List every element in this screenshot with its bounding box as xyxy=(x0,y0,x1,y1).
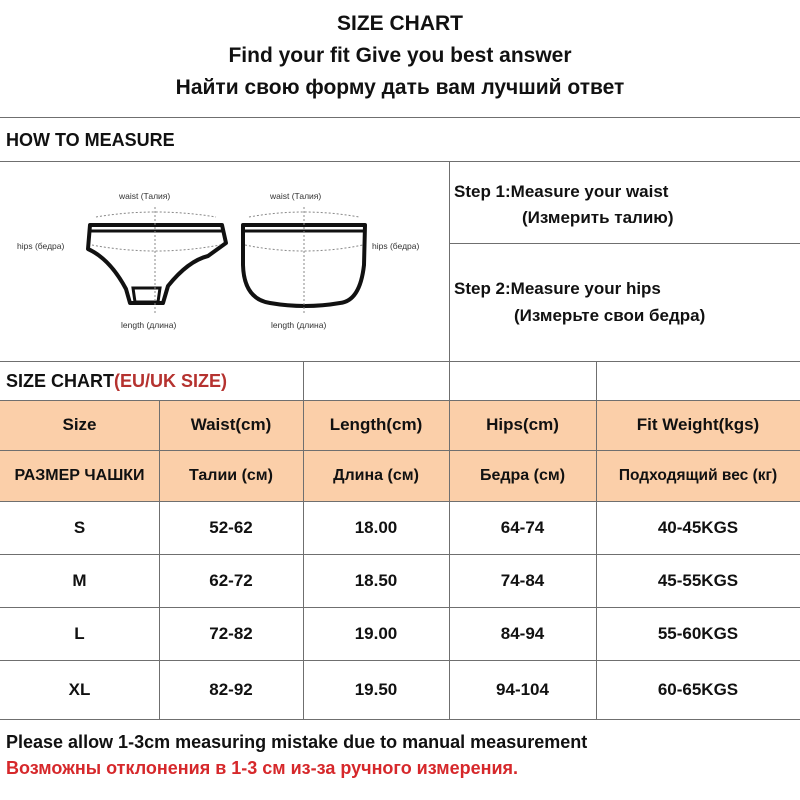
size-cell: S xyxy=(73,517,86,537)
table-row xyxy=(0,660,800,719)
back-brief-illustration xyxy=(243,207,365,313)
divider xyxy=(0,719,800,720)
subtitle-en: Find your fit Give you best answer xyxy=(228,44,572,67)
table-header-en xyxy=(0,400,800,450)
table-row xyxy=(0,554,800,607)
table-gridline xyxy=(449,400,450,719)
front-waist-label: waist (Талия) xyxy=(119,191,171,201)
header-cell: РАЗМЕР ЧАШКИ xyxy=(14,466,145,484)
table-gridline xyxy=(0,501,800,502)
table-row xyxy=(0,501,800,554)
weight-cell: 40-45KGS xyxy=(657,517,739,537)
page-title: SIZE CHART xyxy=(337,12,463,35)
header-cell: Бедра (см) xyxy=(479,466,566,484)
hips-cell: 74-84 xyxy=(500,570,545,590)
size-cell: XL xyxy=(68,679,91,699)
waist-cell: 82-92 xyxy=(209,679,253,699)
table-gridline xyxy=(0,450,800,451)
step-2-subtitle: (Измерьте свои бедра) xyxy=(514,306,706,325)
back-length-label: length (длина) xyxy=(271,320,327,330)
divider xyxy=(0,117,800,118)
weight-cell: 60-65KGS xyxy=(657,679,739,699)
waist-cell: 62-72 xyxy=(209,570,253,590)
measurement-note-ru: Возможны отклонения в 1-3 см из-за ручного измерения. xyxy=(6,758,519,778)
table-gridline xyxy=(159,400,160,719)
header-cell: Hips(cm) xyxy=(486,415,559,434)
header-cell: Size xyxy=(62,415,97,434)
front-brief-illustration xyxy=(88,207,226,313)
divider xyxy=(596,361,597,400)
waist-cell: 52-62 xyxy=(209,517,253,537)
hips-cell: 94-104 xyxy=(496,679,549,699)
header-cell: Талии (см) xyxy=(189,466,273,484)
table-gridline xyxy=(0,660,800,661)
panty-diagram xyxy=(0,161,449,361)
table-gridline xyxy=(0,554,800,555)
step-1-subtitle: (Измерить талию) xyxy=(522,208,674,227)
divider xyxy=(303,361,304,400)
table-gridline xyxy=(0,400,800,401)
subtitle-ru: Найти свою форму дать вам лучший ответ xyxy=(175,76,625,99)
table-gridline xyxy=(303,400,304,719)
size-cell: M xyxy=(72,570,87,590)
header-cell: Длина (см) xyxy=(333,466,419,484)
length-cell: 19.00 xyxy=(354,623,398,643)
header-cell: Fit Weight(kgs) xyxy=(636,415,760,434)
length-cell: 19.50 xyxy=(354,679,398,699)
back-hips-label: hips (бедра) xyxy=(372,241,420,251)
divider xyxy=(449,361,450,400)
how-to-measure-title: HOW TO MEASURE xyxy=(6,130,175,150)
header-cell: Подходящий вес (кг) xyxy=(618,466,778,484)
table-header-ru xyxy=(0,450,800,501)
hips-cell: 84-94 xyxy=(500,623,545,643)
front-length-label: length (длина) xyxy=(121,320,177,330)
waist-cell: 72-82 xyxy=(209,623,253,643)
back-waist-label: waist (Талия) xyxy=(270,191,322,201)
length-cell: 18.50 xyxy=(354,570,398,590)
size-chart-region: (EU/UK SIZE) xyxy=(114,371,228,391)
size-cell: L xyxy=(74,623,85,643)
front-hips-label: hips (бедра) xyxy=(17,241,65,251)
step-2-title: Step 2:Measure your hips xyxy=(454,279,661,298)
weight-cell: 45-55KGS xyxy=(657,570,739,590)
size-chart-title xyxy=(6,371,227,392)
length-cell: 18.00 xyxy=(354,517,398,537)
measurement-illustrations xyxy=(0,161,449,361)
divider xyxy=(449,161,450,361)
size-chart-title-text: SIZE CHART xyxy=(6,371,114,391)
table-row xyxy=(0,607,800,660)
table-gridline xyxy=(596,400,597,719)
hips-cell: 64-74 xyxy=(500,517,545,537)
divider xyxy=(449,243,800,244)
measurement-note-en: Please allow 1-3cm measuring mistake due to manual measurement xyxy=(6,732,588,752)
header-cell: Waist(cm) xyxy=(190,415,272,434)
step-1-title: Step 1:Measure your waist xyxy=(454,182,669,201)
page-header xyxy=(0,0,800,117)
table-gridline xyxy=(0,607,800,608)
divider xyxy=(0,361,800,362)
weight-cell: 55-60KGS xyxy=(657,623,739,643)
header-cell: Length(cm) xyxy=(329,415,423,434)
